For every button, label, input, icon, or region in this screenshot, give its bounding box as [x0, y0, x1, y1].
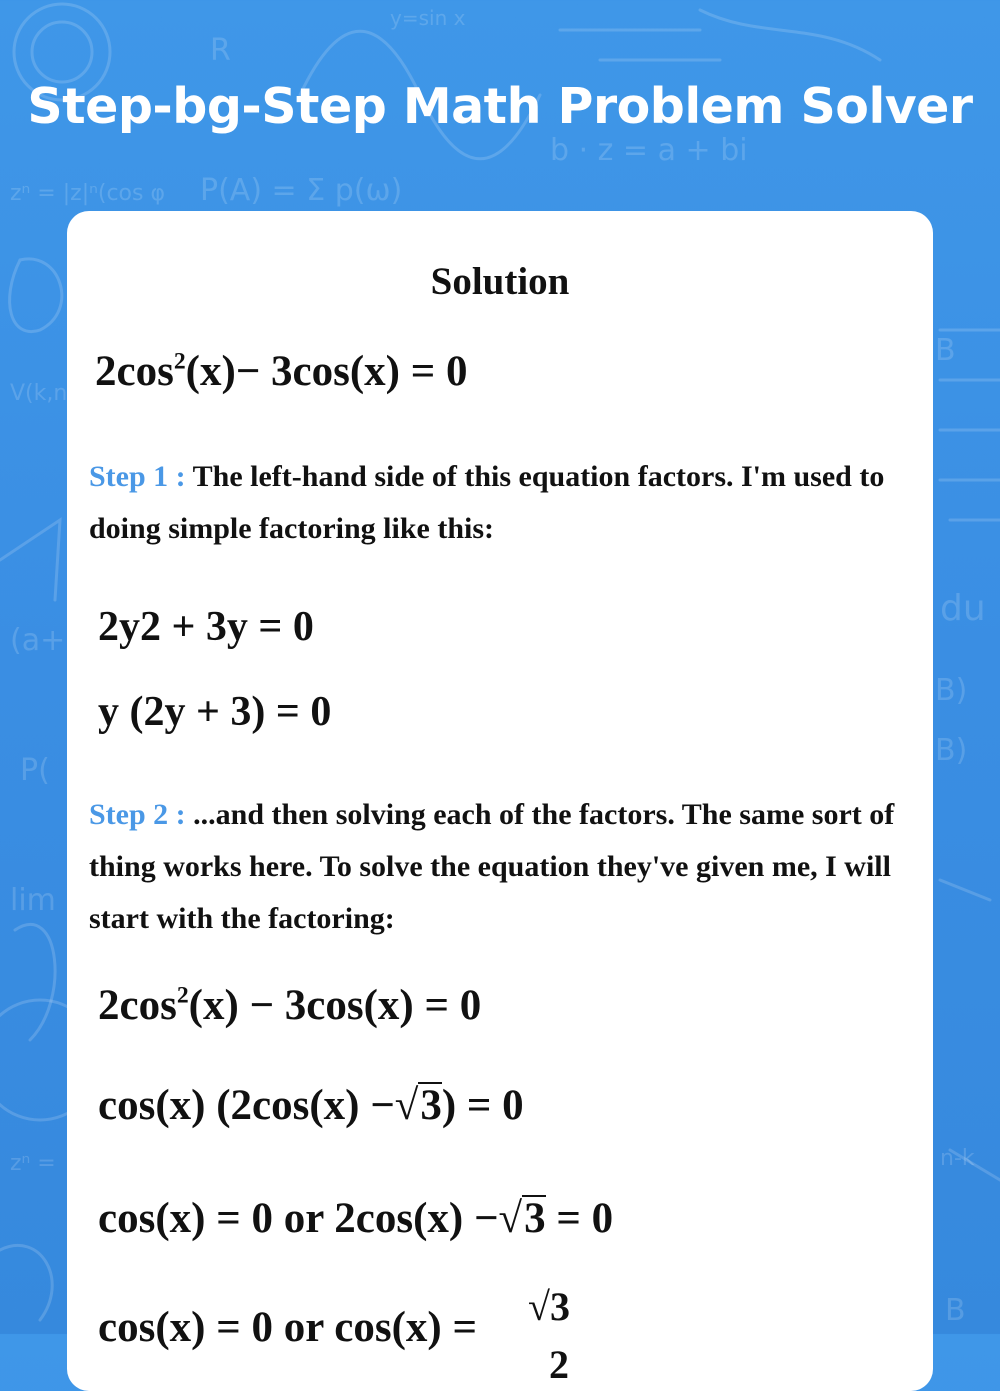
work-line-3: [98, 1194, 613, 1243]
svg-text:B: B: [945, 1293, 966, 1328]
problem-part-a: 2cos: [95, 348, 174, 395]
step-1-label: Step 1 :: [89, 460, 186, 493]
solution-title: Solution: [430, 260, 570, 303]
work-line-1-a: 2cos: [98, 982, 177, 1029]
work-line-3-b: = 0: [545, 1195, 614, 1242]
headline: Step-bg-Step Math Problem Solver: [27, 78, 973, 135]
work-line-4-fraction-numerator: √3: [528, 1284, 570, 1329]
svg-text:R: R: [210, 33, 231, 68]
work-line-2-b: ) = 0: [441, 1082, 524, 1129]
svg-text:du: du: [940, 588, 986, 629]
svg-text:lim: lim: [10, 883, 56, 918]
svg-text:B: B: [935, 333, 956, 368]
problem-exponent: 2: [173, 348, 186, 375]
problem-part-b: (x)− 3cos(x) = 0: [185, 348, 468, 395]
step-2-label: Step 2 :: [89, 798, 186, 831]
svg-text:(a+b): (a+b): [10, 623, 96, 658]
step-2-text: ...and then solving each of the factors. The same sort of thing works here. To solve the equation they've given me, I will start with the factoring:: [89, 798, 895, 935]
work-line-2: [98, 1081, 524, 1130]
work-line-2-a: cos(x) (2cos(x) −√: [98, 1082, 419, 1129]
svg-text:n-k: n-k: [940, 1146, 975, 1171]
svg-text:B): B): [935, 673, 968, 708]
work-line-4-a: cos(x) = 0 or cos(x) =: [98, 1304, 477, 1351]
problem-equation: [95, 347, 468, 396]
factor-example-line-1: 2y2 + 3y = 0: [98, 604, 314, 650]
solution-card: [67, 211, 933, 1391]
work-line-2-radicand: 3: [420, 1082, 442, 1129]
svg-text:B): B): [935, 733, 968, 768]
work-line-3-radicand: 3: [524, 1195, 546, 1242]
work-line-3-a: cos(x) = 0 or 2cos(x) −√: [98, 1195, 523, 1242]
work-line-1-exponent: 2: [176, 982, 189, 1009]
step-1: [89, 451, 919, 555]
svg-text:zⁿ =: zⁿ =: [10, 1151, 56, 1176]
svg-text:V(k,n): V(k,n): [10, 381, 76, 406]
svg-text:y=sin x: y=sin x: [390, 6, 466, 30]
svg-text:P(A) = Σ p(ω): P(A) = Σ p(ω): [200, 173, 403, 208]
step-2: [89, 789, 919, 945]
factor-example-line-2: y (2y + 3) = 0: [98, 689, 332, 735]
work-line-4-fraction-denominator: 2: [549, 1342, 569, 1387]
svg-text:P(: P(: [20, 753, 50, 788]
work-line-1: [98, 981, 481, 1030]
work-line-1-b: (x) − 3cos(x) = 0: [188, 982, 482, 1029]
work-line-4: [98, 1303, 477, 1352]
svg-text:b · z = a + bi: b · z = a + bi: [550, 133, 748, 168]
step-1-text: The left-hand side of this equation factors. I'm used to doing simple factoring like this:: [89, 460, 885, 545]
svg-text:zⁿ = |z|ⁿ(cos φ: zⁿ = |z|ⁿ(cos φ: [10, 181, 165, 206]
